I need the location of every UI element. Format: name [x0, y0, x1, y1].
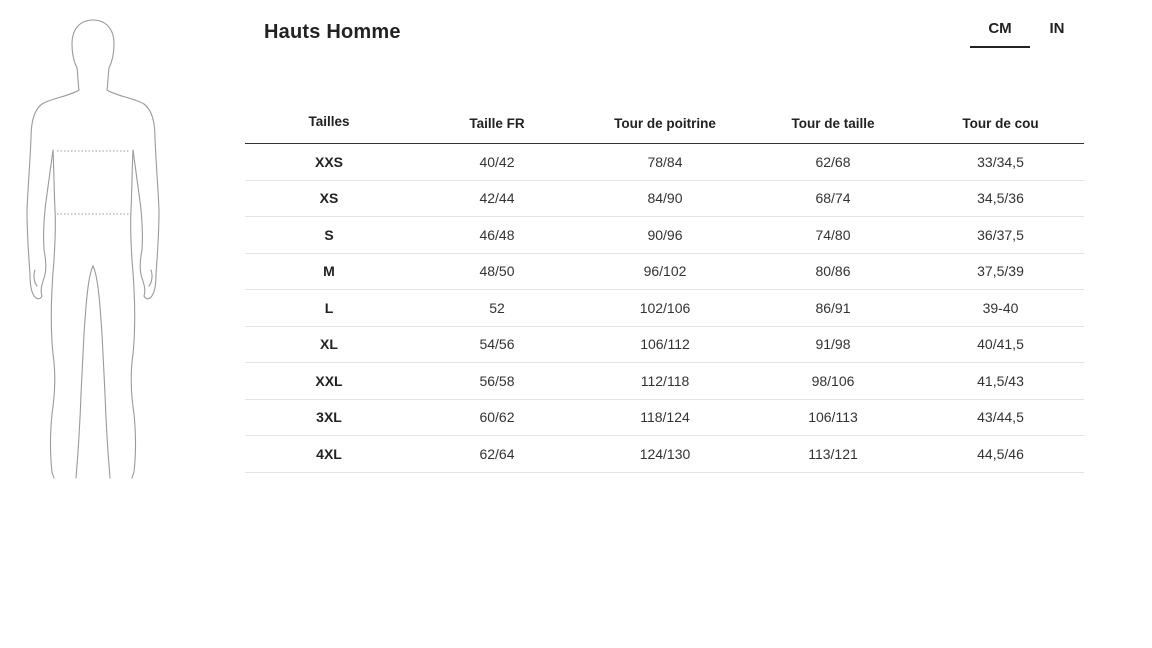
size-cell: XXL [245, 363, 413, 400]
fr-size-cell: 46/48 [413, 217, 581, 254]
waist-cell: 91/98 [749, 326, 917, 363]
waist-cell: 106/113 [749, 399, 917, 436]
table-header-row [245, 104, 1084, 144]
chest-cell: 112/118 [581, 363, 749, 400]
body-outline-icon [20, 14, 168, 480]
neck-cell: 33/34,5 [917, 144, 1084, 181]
fr-size-cell: 56/58 [413, 363, 581, 400]
chest-cell: 96/102 [581, 253, 749, 290]
chest-cell: 124/130 [581, 436, 749, 473]
chest-cell: 78/84 [581, 144, 749, 181]
fr-size-cell: 54/56 [413, 326, 581, 363]
size-cell: XXS [245, 144, 413, 181]
waist-cell: 113/121 [749, 436, 917, 473]
chest-cell: 106/112 [581, 326, 749, 363]
chest-cell: 84/90 [581, 180, 749, 217]
chest-cell: 118/124 [581, 399, 749, 436]
neck-cell: 41,5/43 [917, 363, 1084, 400]
fr-size-cell: 42/44 [413, 180, 581, 217]
table-row [245, 436, 1084, 473]
table-row [245, 180, 1084, 217]
unit-cm-button[interactable]: CM [970, 20, 1030, 48]
waist-cell: 74/80 [749, 217, 917, 254]
size-table [245, 104, 1084, 473]
table-row [245, 363, 1084, 400]
chest-cell: 90/96 [581, 217, 749, 254]
neck-cell: 40/41,5 [917, 326, 1084, 363]
fr-size-cell: 48/50 [413, 253, 581, 290]
column-header-neck: Tour de cou [917, 104, 1084, 144]
waist-cell: 68/74 [749, 180, 917, 217]
table-row [245, 399, 1084, 436]
table-row [245, 326, 1084, 363]
body-outline-illustration [20, 14, 168, 480]
waist-cell: 80/86 [749, 253, 917, 290]
size-cell: M [245, 253, 413, 290]
neck-cell: 37,5/39 [917, 253, 1084, 290]
fr-size-cell: 52 [413, 290, 581, 327]
table-row [245, 290, 1084, 327]
neck-cell: 44,5/46 [917, 436, 1084, 473]
fr-size-cell: 62/64 [413, 436, 581, 473]
neck-cell: 34,5/36 [917, 180, 1084, 217]
column-header-sizes: Tailles [245, 104, 413, 144]
waist-cell: 86/91 [749, 290, 917, 327]
fr-size-cell: 40/42 [413, 144, 581, 181]
chest-cell: 102/106 [581, 290, 749, 327]
unit-in-button[interactable]: IN [1049, 20, 1065, 37]
column-header-chest: Tour de poitrine [581, 104, 749, 144]
size-cell: L [245, 290, 413, 327]
size-cell: XS [245, 180, 413, 217]
page-title: Hauts Homme [264, 21, 401, 43]
size-cell: 4XL [245, 436, 413, 473]
size-cell: XL [245, 326, 413, 363]
column-header-fr-size: Taille FR [413, 104, 581, 144]
column-header-waist: Tour de taille [749, 104, 917, 144]
neck-cell: 36/37,5 [917, 217, 1084, 254]
size-cell: S [245, 217, 413, 254]
size-cell: 3XL [245, 399, 413, 436]
neck-cell: 39-40 [917, 290, 1084, 327]
table-row [245, 253, 1084, 290]
fr-size-cell: 60/62 [413, 399, 581, 436]
waist-cell: 62/68 [749, 144, 917, 181]
table-row [245, 217, 1084, 254]
unit-toggle [968, 18, 1088, 48]
neck-cell: 43/44,5 [917, 399, 1084, 436]
waist-cell: 98/106 [749, 363, 917, 400]
table-row [245, 144, 1084, 181]
